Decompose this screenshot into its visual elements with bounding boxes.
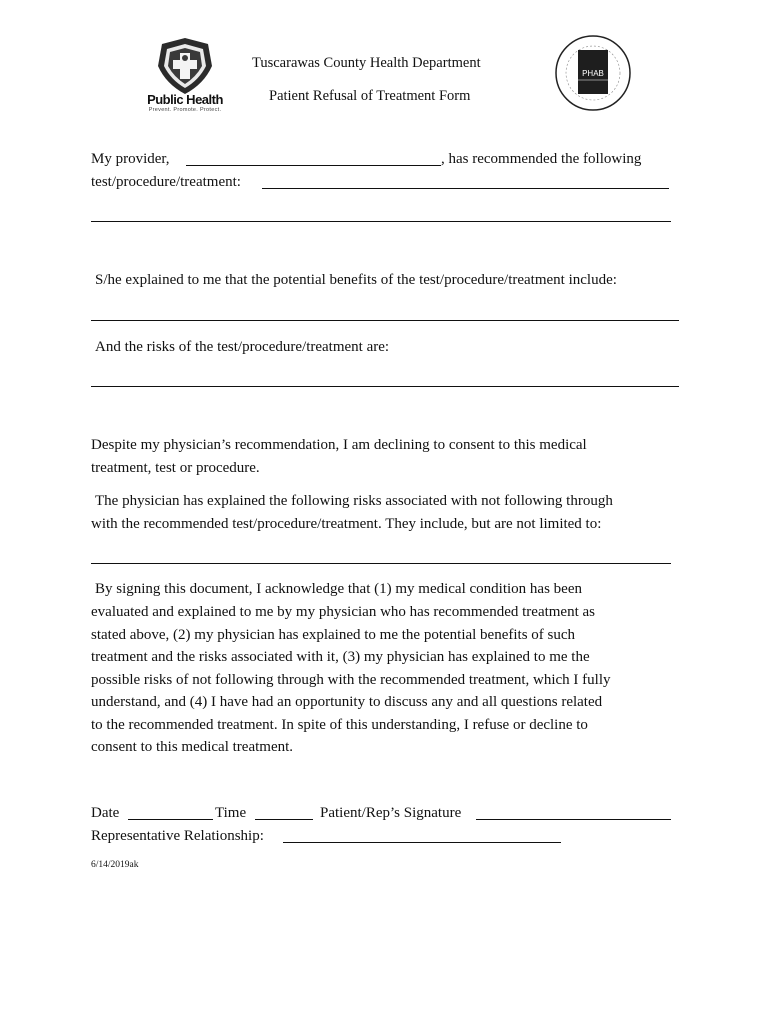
ack-line: to the recommended treatment. In spite of this understanding, I refuse or decline to bbox=[91, 717, 588, 733]
risks-field[interactable] bbox=[91, 386, 679, 387]
provider-field[interactable] bbox=[186, 165, 441, 166]
treatment-field[interactable] bbox=[262, 188, 669, 189]
benefits-field[interactable] bbox=[91, 320, 679, 321]
relationship-label: Representative Relationship: bbox=[91, 828, 264, 844]
ack-line: consent to this medical treatment. bbox=[91, 739, 294, 755]
signature-field[interactable] bbox=[476, 819, 671, 820]
declining-line-2: treatment, test or procedure. bbox=[91, 460, 260, 476]
provider-prefix: My provider, bbox=[91, 151, 170, 167]
revision-code: 6/14/2019ak bbox=[91, 860, 139, 870]
signature-label: Patient/Rep’s Signature bbox=[320, 805, 462, 821]
form-title: Patient Refusal of Treatment Form bbox=[269, 88, 471, 104]
declining-line-1: Despite my physician’s recommendation, I am declining to consent to this medical bbox=[91, 437, 587, 453]
time-field[interactable] bbox=[255, 819, 313, 820]
ack-line: evaluated and explained to me by my physician who has recommended treatment as bbox=[91, 604, 596, 620]
treatment-field-line-2[interactable] bbox=[91, 221, 671, 222]
date-field[interactable] bbox=[128, 819, 213, 820]
relationship-field[interactable] bbox=[283, 842, 561, 843]
ack-line: treatment and the risks associated with it, (3) my physician has explained to me the bbox=[91, 649, 590, 665]
shield-cross-logo-icon bbox=[140, 36, 230, 96]
treatment-label: test/procedure/treatment: bbox=[91, 174, 241, 190]
ack-line: possible risks of not following through with the recommended treatment, which I fully bbox=[91, 672, 611, 688]
benefits-text: S/he explained to me that the potential benefits of the test/procedure/treatment include: bbox=[95, 272, 617, 288]
phab-seal-icon bbox=[553, 30, 633, 116]
ack-line: stated above, (2) my physician has explained to me the potential benefits of such bbox=[91, 627, 576, 643]
ack-line: By signing this document, I acknowledge that (1) my medical condition has been bbox=[95, 581, 582, 597]
ack-line: understand, and (4) I have had an opportunity to discuss any and all questions related bbox=[91, 694, 603, 710]
risks-text: And the risks of the test/procedure/treatment are: bbox=[95, 339, 390, 355]
explained-line-1: The physician has explained the following risks associated with not following through bbox=[95, 493, 613, 509]
seal-text: PHAB bbox=[582, 69, 604, 78]
logo-text: Public Health bbox=[147, 92, 223, 107]
date-label: Date bbox=[91, 805, 120, 821]
organization-name: Tuscarawas County Health Department bbox=[252, 55, 481, 71]
time-label: Time bbox=[215, 805, 247, 821]
provider-suffix: , has recommended the following bbox=[441, 151, 642, 167]
accreditation-seal bbox=[553, 30, 633, 116]
logo-tagline: Prevent. Promote. Protect. bbox=[148, 107, 222, 113]
explained-risks-field[interactable] bbox=[91, 563, 671, 564]
explained-line-2: with the recommended test/procedure/treatment. They include, but are not limited to: bbox=[91, 516, 602, 532]
